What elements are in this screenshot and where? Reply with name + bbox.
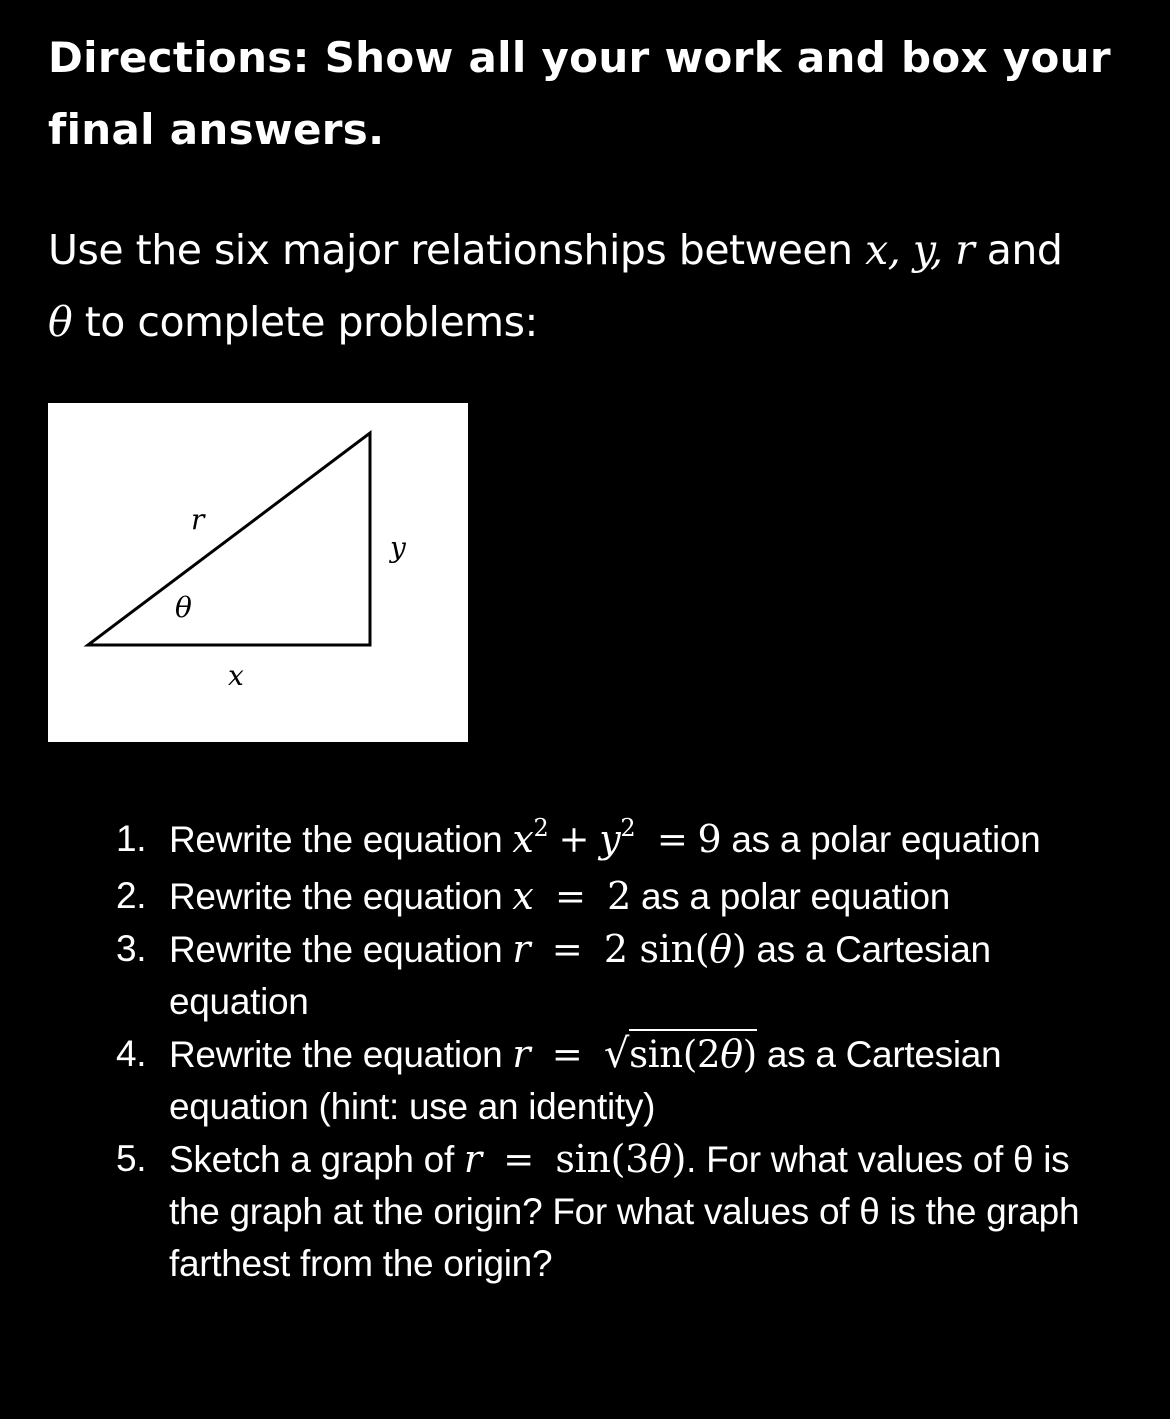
- label-x: x: [228, 659, 244, 692]
- problem-math: x = 2: [512, 874, 632, 918]
- problem-item: [116, 923, 1126, 1028]
- label-y: y: [390, 531, 406, 564]
- problem-text: Rewrite the equation: [169, 929, 503, 970]
- problem-number: 5.: [116, 1138, 147, 1179]
- problem-item: [116, 870, 1126, 923]
- intro-and: and: [986, 226, 1063, 274]
- intro-paragraph: [48, 214, 1138, 358]
- label-theta: θ: [175, 591, 192, 624]
- problem-number: 4.: [116, 1033, 147, 1074]
- problem-text: Rewrite the equation: [169, 1034, 503, 1075]
- right-triangle: [88, 433, 370, 645]
- problem-number: 2.: [116, 875, 147, 916]
- intro-text-before: Use the six major relationships between: [48, 226, 853, 274]
- problem-math: r = 2 sin(θ): [512, 927, 747, 971]
- triangle-figure: [48, 403, 468, 742]
- intro-variables: x, y, r: [865, 226, 975, 274]
- triangle-diagram: [48, 403, 468, 742]
- problem-text: . For what values of θ is the graph at the origin? For what values of θ is the graph farthest from the origin?: [169, 1139, 1080, 1284]
- problem-item: [116, 1028, 1126, 1133]
- intro-theta: θ: [48, 298, 73, 346]
- problem-number: 3.: [116, 928, 147, 969]
- problem-item: [116, 813, 1126, 870]
- label-r: r: [191, 503, 205, 536]
- problem-text: as a Cartesian equation (hint: use an identity): [169, 1034, 1002, 1127]
- problem-text: Rewrite the equation: [169, 819, 503, 860]
- problem-text: as a polar equation: [641, 876, 951, 917]
- problem-text: as a polar equation: [731, 819, 1041, 860]
- directions-heading: [48, 22, 1128, 166]
- directions-line-2: final answers.: [48, 105, 385, 154]
- problem-text: as a Cartesian equation: [169, 929, 991, 1022]
- problem-math: $x^2 + y^2 = 9$: [512, 814, 722, 861]
- problem-number: 1.: [116, 818, 147, 859]
- intro-text-after: to complete problems:: [84, 298, 538, 346]
- problem-item: [116, 1133, 1126, 1290]
- problem-text: Sketch a graph of: [169, 1139, 454, 1180]
- directions-line-1: Directions: Show all your work and box your: [48, 33, 1111, 82]
- problem-math: r = √sin(2θ): [512, 1031, 757, 1077]
- problem-text: Rewrite the equation: [169, 876, 503, 917]
- problem-list: [116, 813, 1126, 1290]
- problem-math: r = sin(3θ): [463, 1137, 687, 1181]
